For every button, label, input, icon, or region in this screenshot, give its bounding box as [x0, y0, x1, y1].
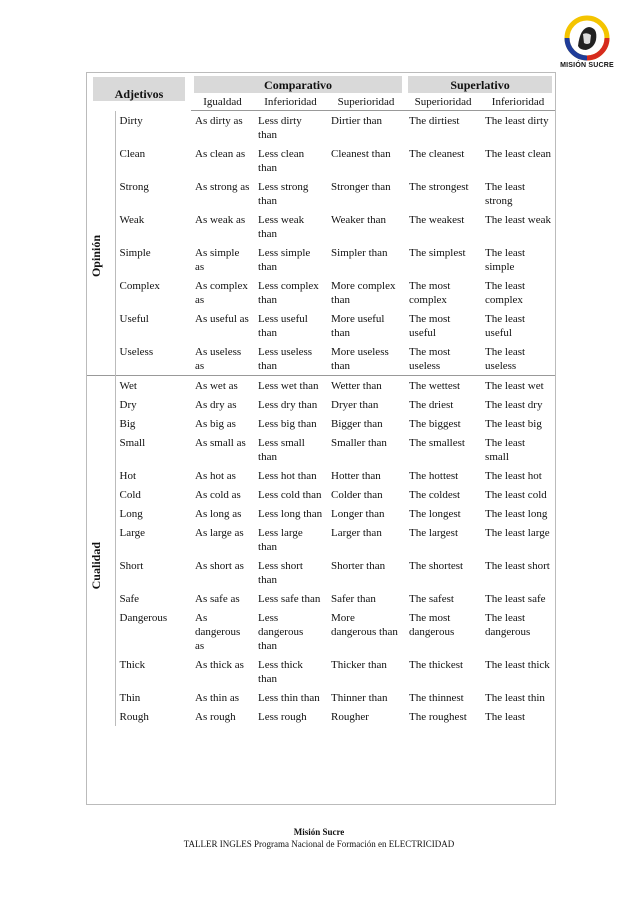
- cell-sup-inferiority: The least useful: [485, 313, 526, 339]
- cell-adjective: Useful: [119, 313, 149, 325]
- subheader-sup-superioridad: Superioridad: [405, 93, 481, 111]
- table-row: [87, 466, 555, 485]
- cell-adjective: Dry: [119, 399, 137, 411]
- page-footer: [0, 826, 638, 850]
- cell-sup-superiority: The most complex: [409, 280, 451, 306]
- cell-equality: As big as: [195, 418, 236, 430]
- cell-equality: As useless as: [195, 346, 242, 372]
- cell-sup-superiority: The coldest: [409, 489, 461, 501]
- adjectives-table-container: [86, 72, 556, 805]
- cell-sup-inferiority: The least hot: [485, 470, 542, 482]
- table-row: [87, 485, 555, 504]
- cell-sup-inferiority: The least short: [485, 560, 550, 572]
- table-row: [87, 243, 555, 276]
- cell-comp-superiority: Weaker than: [331, 214, 387, 226]
- cell-adjective: Useless: [119, 346, 154, 358]
- cell-adjective: Big: [119, 418, 136, 430]
- cell-sup-superiority: The longest: [409, 508, 461, 520]
- cell-comp-inferiority: Less dirty than: [258, 115, 302, 141]
- table-row: [87, 523, 555, 556]
- cell-comp-superiority: Wetter than: [327, 376, 405, 396]
- adjectives-table: [87, 73, 555, 726]
- cell-sup-superiority: The most useless: [409, 346, 451, 372]
- group-label: Opinión: [89, 234, 103, 277]
- cell-sup-superiority: The most dangerous: [409, 612, 455, 638]
- logo-emblem-icon: [556, 14, 618, 62]
- cell-adjective: Rough: [119, 711, 149, 723]
- cell-comp-inferiority: Less dangerous than: [258, 612, 304, 652]
- cell-sup-superiority: The thinnest: [409, 692, 464, 704]
- cell-sup-superiority: The hottest: [409, 470, 459, 482]
- cell-sup-superiority: The dirtiest: [409, 115, 460, 127]
- cell-comp-superiority: More dangerous than: [331, 612, 398, 638]
- cell-comp-superiority: More useless than: [331, 346, 389, 372]
- cell-adjective: Hot: [119, 470, 136, 482]
- cell-comp-inferiority: Less complex than: [258, 280, 319, 306]
- cell-equality: As dangerous as: [195, 612, 241, 652]
- cell-comp-inferiority: Less big than: [258, 418, 317, 430]
- cell-comp-inferiority: Less long than: [258, 508, 323, 520]
- cell-sup-inferiority: The least strong: [485, 181, 526, 207]
- cell-sup-inferiority: The least cold: [485, 489, 547, 501]
- cell-comp-superiority: Longer than: [331, 508, 385, 520]
- cell-sup-inferiority: The least large: [485, 527, 550, 539]
- cell-equality: As large as: [195, 527, 244, 539]
- table-row: [87, 556, 555, 589]
- footer-subtitle: TALLER INGLES Programa Nacional de Formación en ELECTRICIDAD: [183, 839, 455, 849]
- cell-comp-inferiority: Less hot than: [258, 470, 317, 482]
- cell-sup-inferiority: The least: [485, 711, 526, 723]
- cell-sup-inferiority: The least complex: [485, 280, 526, 306]
- cell-comp-superiority: Bigger than: [331, 418, 383, 430]
- table-row: [87, 342, 555, 376]
- group-label: Cualidad: [89, 542, 103, 590]
- cell-sup-inferiority: The least wet: [481, 376, 555, 396]
- cell-comp-inferiority: Less simple than: [258, 247, 311, 273]
- cell-sup-superiority: The cleanest: [409, 148, 465, 160]
- cell-sup-inferiority: The least dangerous: [485, 612, 531, 638]
- group-label-cell: [87, 376, 115, 727]
- cell-comp-superiority: Rougher: [331, 711, 369, 723]
- cell-comp-inferiority: Less useful than: [258, 313, 308, 339]
- cell-comp-superiority: Smaller than: [331, 437, 387, 449]
- cell-comp-inferiority: Less useless than: [258, 346, 313, 372]
- table-row: [87, 276, 555, 309]
- cell-comp-superiority: Thinner than: [331, 692, 388, 704]
- cell-sup-inferiority: The least dry: [485, 399, 543, 411]
- superlative-header: Superlativo: [408, 76, 552, 93]
- cell-equality: As safe as: [195, 593, 240, 605]
- cell-comp-superiority: More complex than: [331, 280, 396, 306]
- cell-adjective: Thin: [119, 692, 141, 704]
- cell-sup-superiority: The thickest: [409, 659, 464, 671]
- cell-sup-inferiority: The least thin: [485, 692, 545, 704]
- cell-adjective: Cold: [119, 489, 141, 501]
- cell-equality: As rough: [195, 711, 236, 723]
- cell-comp-superiority: Thicker than: [331, 659, 387, 671]
- logo-text: MISIÓN SUCRE: [560, 62, 614, 69]
- cell-sup-superiority: The largest: [409, 527, 459, 539]
- cell-adjective: Clean: [119, 148, 146, 160]
- cell-sup-superiority: The shortest: [409, 560, 464, 572]
- cell-adjective: Large: [119, 527, 145, 539]
- cell-adjective: Simple: [119, 247, 151, 259]
- cell-adjective: Small: [119, 437, 146, 449]
- cell-adjective: Complex: [119, 280, 160, 292]
- cell-comp-inferiority: Less dry than: [258, 399, 318, 411]
- cell-sup-inferiority: The least small: [485, 437, 526, 463]
- cell-sup-inferiority: The least safe: [485, 593, 546, 605]
- table-row: [87, 589, 555, 608]
- cell-comp-superiority: Safer than: [331, 593, 376, 605]
- cell-sup-superiority: The roughest: [409, 711, 467, 723]
- cell-comp-inferiority: Less thin than: [258, 692, 320, 704]
- cell-adjective: Thick: [119, 659, 146, 671]
- cell-equality: As clean as: [195, 148, 246, 160]
- cell-sup-superiority: The weakest: [409, 214, 465, 226]
- cell-comp-inferiority: Less short than: [258, 560, 303, 586]
- table-row: [87, 504, 555, 523]
- cell-equality: As useful as: [195, 313, 249, 325]
- subheader-igualdad: Igualdad: [191, 93, 254, 111]
- cell-equality: As strong as: [195, 181, 250, 193]
- cell-equality: As dry as: [195, 399, 237, 411]
- cell-sup-inferiority: The least clean: [485, 148, 552, 160]
- cell-equality: As short as: [195, 560, 244, 572]
- table-row: [87, 608, 555, 655]
- cell-adjective: Long: [119, 508, 143, 520]
- cell-sup-superiority: The most useful: [409, 313, 451, 339]
- cell-comp-superiority: Larger than: [331, 527, 382, 539]
- cell-comp-superiority: Dirtier than: [331, 115, 383, 127]
- cell-sup-superiority: The simplest: [409, 247, 466, 259]
- table-row: [87, 395, 555, 414]
- footer-title: Misión Sucre: [293, 827, 345, 837]
- cell-comp-inferiority: Less cold than: [258, 489, 322, 501]
- cell-equality: As simple as: [195, 247, 240, 273]
- cell-equality: As small as: [195, 437, 246, 449]
- cell-sup-inferiority: The least dirty: [485, 115, 549, 127]
- cell-sup-superiority: The smallest: [409, 437, 465, 449]
- cell-comp-inferiority: Less thick than: [258, 659, 303, 685]
- cell-sup-superiority: The biggest: [409, 418, 461, 430]
- cell-comp-inferiority: Less clean than: [258, 148, 305, 174]
- table-row: [87, 688, 555, 707]
- cell-comp-superiority: Simpler than: [331, 247, 388, 259]
- cell-adjective: Safe: [119, 593, 140, 605]
- cell-sup-superiority: The safest: [409, 593, 454, 605]
- cell-equality: As weak as: [195, 214, 246, 226]
- cell-adjective: Dangerous: [119, 612, 168, 624]
- subheader-superioridad: Superioridad: [327, 93, 405, 111]
- cell-sup-inferiority: The least long: [485, 508, 548, 520]
- cell-adjective: Wet: [115, 376, 191, 396]
- cell-equality: As complex as: [195, 280, 248, 306]
- cell-adjective: Strong: [119, 181, 149, 193]
- cell-equality: As dirty as: [195, 115, 243, 127]
- table-row: [87, 655, 555, 688]
- table-row: [87, 177, 555, 210]
- cell-comp-inferiority: Less rough: [258, 711, 307, 723]
- table-row: [87, 433, 555, 466]
- cell-sup-superiority: The driest: [409, 399, 454, 411]
- table-row: [87, 309, 555, 342]
- cell-sup-superiority: The wettest: [405, 376, 481, 396]
- table-row: [87, 144, 555, 177]
- cell-comp-inferiority: Less strong than: [258, 181, 309, 207]
- table-row: [87, 210, 555, 243]
- table-row: [87, 414, 555, 433]
- cell-sup-inferiority: The least weak: [485, 214, 552, 226]
- cell-comp-superiority: Colder than: [331, 489, 383, 501]
- cell-adjective: Dirty: [119, 114, 143, 127]
- mision-sucre-logo: [556, 14, 618, 72]
- cell-sup-inferiority: The least big: [485, 418, 542, 430]
- cell-sup-inferiority: The least useless: [485, 346, 526, 372]
- cell-sup-inferiority: The least thick: [485, 659, 550, 671]
- cell-comp-superiority: Shorter than: [331, 560, 386, 572]
- cell-comp-superiority: More useful than: [331, 313, 385, 339]
- cell-equality: As hot as: [195, 470, 236, 482]
- cell-adjective: Short: [119, 560, 144, 572]
- cell-comp-inferiority: Less large than: [258, 527, 303, 553]
- cell-comp-superiority: Hotter than: [331, 470, 381, 482]
- cell-sup-inferiority: The least simple: [485, 247, 526, 273]
- cell-equality: As cold as: [195, 489, 241, 501]
- cell-sup-superiority: The strongest: [409, 181, 469, 193]
- cell-equality: As thick as: [195, 659, 244, 671]
- table-row: [87, 376, 555, 396]
- cell-equality: As long as: [195, 508, 242, 520]
- subheader-inferioridad: Inferioridad: [254, 93, 327, 111]
- cell-comp-superiority: Stronger than: [331, 181, 391, 193]
- comparative-header: Comparativo: [194, 76, 402, 93]
- cell-comp-inferiority: Less safe than: [258, 593, 321, 605]
- cell-comp-inferiority: Less wet than: [254, 376, 327, 396]
- cell-equality: As thin as: [195, 692, 240, 704]
- cell-comp-superiority: Dryer than: [331, 399, 379, 411]
- group-label-cell: [87, 111, 115, 376]
- table-row: [87, 111, 555, 145]
- adjectives-header: Adjetivos: [93, 77, 185, 101]
- subheader-sup-inferioridad: Inferioridad: [481, 93, 555, 111]
- table-row: [87, 707, 555, 726]
- cell-comp-inferiority: Less small than: [258, 437, 305, 463]
- cell-equality: As wet as: [191, 376, 254, 396]
- cell-comp-superiority: Cleanest than: [331, 148, 391, 160]
- cell-comp-inferiority: Less weak than: [258, 214, 305, 240]
- cell-adjective: Weak: [119, 214, 145, 226]
